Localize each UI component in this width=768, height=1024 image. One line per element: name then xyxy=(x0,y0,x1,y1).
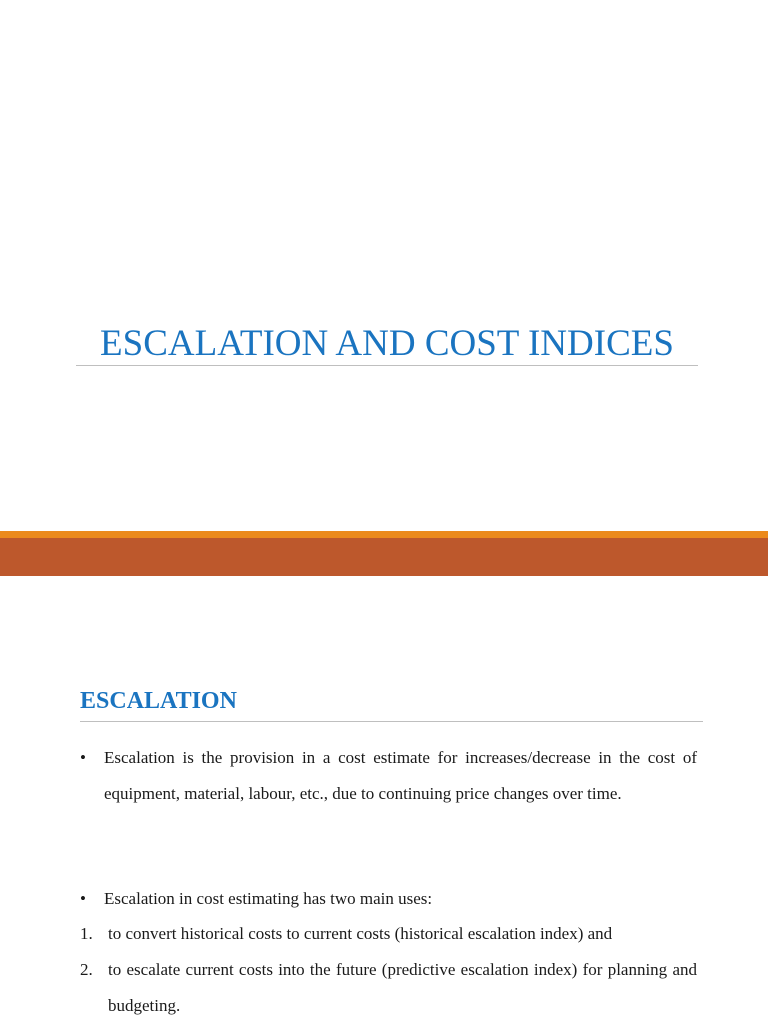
content-slide xyxy=(0,576,768,1024)
bullet-text: Escalation is the provision in a cost estimate for increases/decrease in the cost of equipment, material, labour, etc., due to continuing price changes over time. xyxy=(104,748,697,803)
bullet-text: Escalation in cost estimating has two main uses: xyxy=(104,889,433,908)
numbered-item xyxy=(80,952,697,1024)
title-underline xyxy=(76,365,698,366)
numbered-item xyxy=(80,916,697,952)
slide-title: ESCALATION AND COST INDICES xyxy=(100,323,674,364)
number-marker: 2. xyxy=(80,960,93,979)
section-heading: ESCALATION xyxy=(80,688,237,714)
bullet-item xyxy=(80,740,697,812)
slide-divider-band xyxy=(0,538,768,576)
bullet-item xyxy=(80,881,697,917)
slide-divider-accent xyxy=(0,531,768,538)
numbered-text: to escalate current costs into the future (predictive escalation index) for planning and budgeting. xyxy=(108,960,697,1015)
number-marker: 1. xyxy=(80,924,93,943)
numbered-text: to convert historical costs to current costs (historical escalation index) and xyxy=(108,924,613,943)
heading-underline xyxy=(80,721,703,722)
bullet-marker: • xyxy=(80,889,86,908)
bullet-marker: • xyxy=(80,748,86,767)
